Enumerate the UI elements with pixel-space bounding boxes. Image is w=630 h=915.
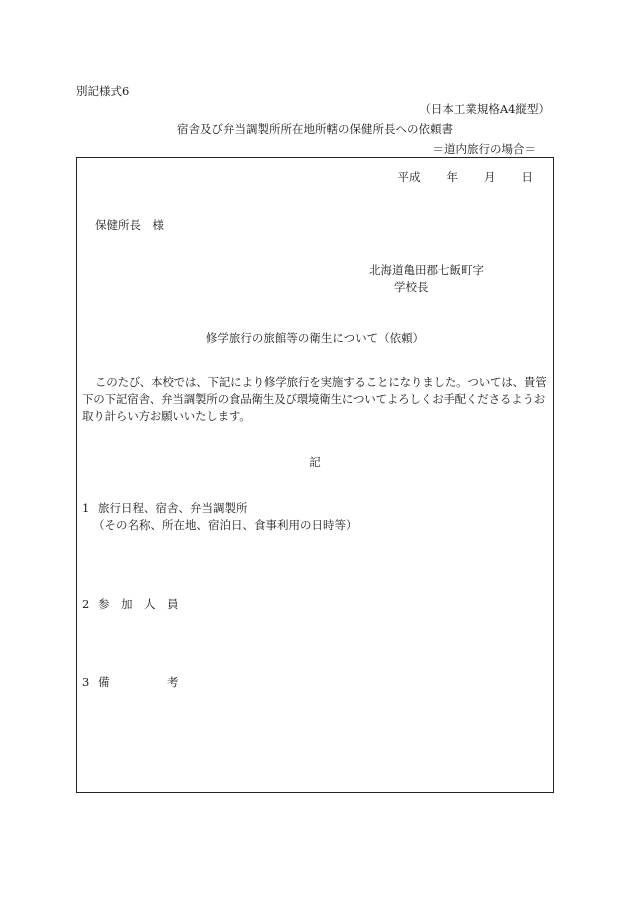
recipient: 保健所長 様	[95, 218, 164, 232]
form-number: 別記様式6	[76, 84, 130, 98]
item-2-title: 参 加 人 員	[98, 597, 179, 611]
document-title: 宿舎及び弁当調製所所在地所轄の保健所長への依頼書	[177, 122, 453, 136]
sender-title: 学校長	[394, 280, 429, 294]
item-1-subtext: （その名称、所在地、宿泊日、食事利用の日時等）	[93, 518, 358, 532]
item-3-title: 備 考	[98, 675, 179, 689]
paper-spec: （日本工業規格A4縦型）	[419, 102, 550, 116]
date-era: 平成	[397, 170, 421, 184]
sender-address: 北海道亀田郡七飯町字	[369, 263, 484, 277]
item-1-title: 旅行日程、宿舎、弁当調製所	[98, 501, 248, 515]
date-month-label: 月	[484, 170, 496, 184]
date-line	[398, 171, 534, 185]
item-1-number: 1	[82, 501, 90, 515]
item-3-number: 3	[82, 675, 90, 689]
subject-line: 修学旅行の旅館等の衛生について（依頼）	[205, 331, 425, 345]
ki-heading: 記	[309, 455, 321, 469]
body-paragraph: このたび、本校では、下記により修学旅行を実施することになりました。ついては、貴管下の下記宿舎、弁当調製所の食品衛生及び環境衛生についてよろしくお手配くださるようお取り計らい方お願いいたします。	[82, 375, 547, 423]
date-day-label: 日	[521, 170, 533, 184]
item-1	[82, 502, 248, 516]
item-3	[82, 676, 179, 690]
date-year-label: 年	[446, 170, 458, 184]
item-2	[82, 598, 179, 612]
document-subtitle: ＝道内旅行の場合＝	[432, 142, 536, 156]
letter-frame	[76, 157, 554, 793]
item-2-number: 2	[82, 597, 90, 611]
